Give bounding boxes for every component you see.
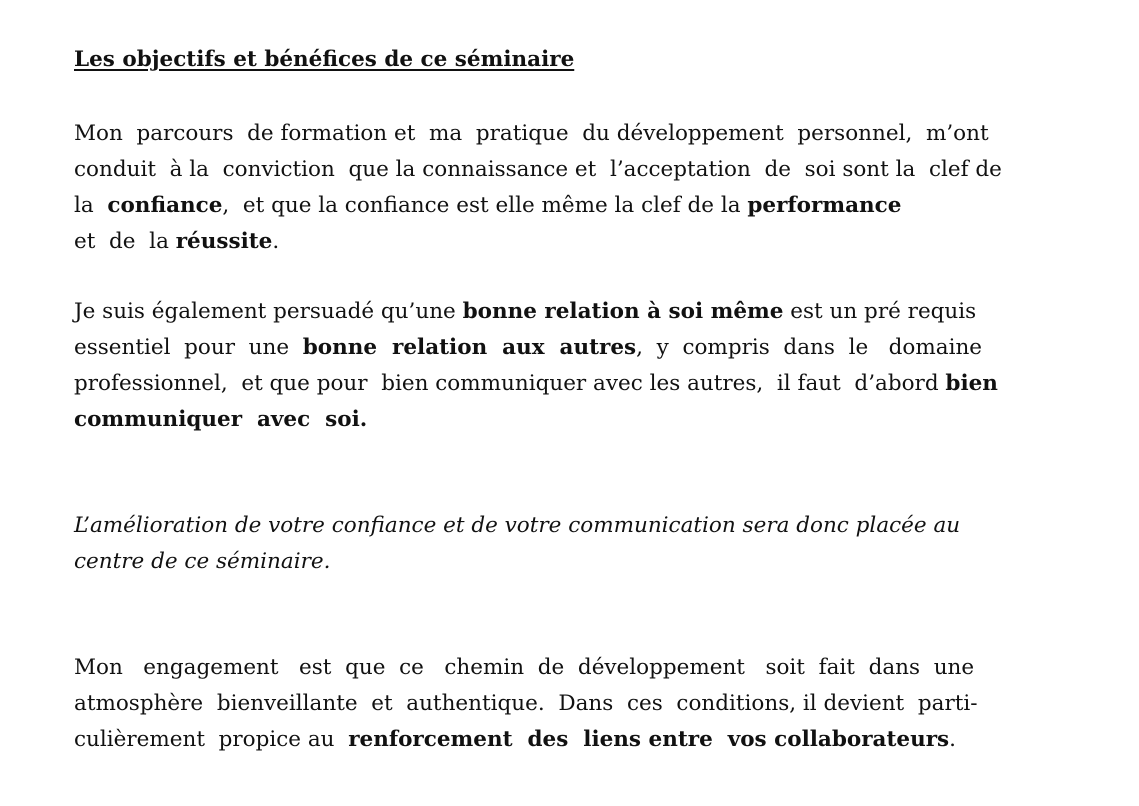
text-run: . <box>949 727 956 752</box>
text-run: . <box>272 229 280 254</box>
paragraph-relation <box>74 294 1064 438</box>
document-title: Les objectifs et bénéfices de ce séminaire <box>74 47 575 72</box>
bold-communiquer-soi: communiquer avec soi. <box>74 407 368 432</box>
bold-reussite: réussite <box>175 229 273 254</box>
text-run: Je suis également persuadé qu’une <box>74 299 463 324</box>
bold-relation-soi: bonne relation à soi même <box>462 299 784 324</box>
bold-performance: performance <box>747 193 902 218</box>
text-run: , et que la confiance est elle même la clef de la <box>222 193 741 218</box>
paragraph-line <box>74 366 1064 402</box>
paragraph-line <box>74 722 1064 758</box>
bold-confiance: confiance <box>107 193 223 218</box>
paragraph-line <box>74 224 1064 260</box>
paragraph-line: centre de ce séminaire. <box>74 549 331 574</box>
paragraph-formation <box>74 116 1064 260</box>
paragraph-engagement <box>74 650 1064 758</box>
text-run: , y compris dans le domaine <box>636 335 983 360</box>
paragraph-line <box>74 330 1064 366</box>
paragraph-line: Mon engagement est que ce chemin de développement soit fait dans une <box>74 655 975 680</box>
paragraph-line: L’amélioration de votre confiance et de votre communication sera donc placée au <box>74 513 961 538</box>
paragraph-line <box>74 402 1064 438</box>
text-run: essentiel pour une <box>74 335 303 360</box>
text-run: et de la <box>74 229 176 254</box>
bold-bien: bien <box>945 371 998 396</box>
paragraph-line: conduit à la conviction que la connaissance et l’acceptation de soi sont la clef de <box>74 157 1002 182</box>
bold-relation-autres: bonne relation aux autres <box>302 335 637 360</box>
text-run: culièrement propice au <box>74 727 349 752</box>
paragraph-line <box>74 294 1064 330</box>
paragraph-line: atmosphère bienveillante et authentique. Dans ces conditions, il devient parti- <box>74 691 978 716</box>
text-run: la <box>74 193 94 218</box>
text-run: professionnel, et que pour bien communiquer avec les autres, il faut d’abord <box>74 371 946 396</box>
text-run: est un pré requis <box>783 299 977 324</box>
paragraph-italic-summary <box>74 508 1064 580</box>
paragraph-line <box>74 188 1064 224</box>
paragraph-line: Mon parcours de formation et ma pratique du développement personnel, m’ont <box>74 121 989 146</box>
bold-renforcement: renforcement des liens entre vos collaborateurs <box>348 727 950 752</box>
